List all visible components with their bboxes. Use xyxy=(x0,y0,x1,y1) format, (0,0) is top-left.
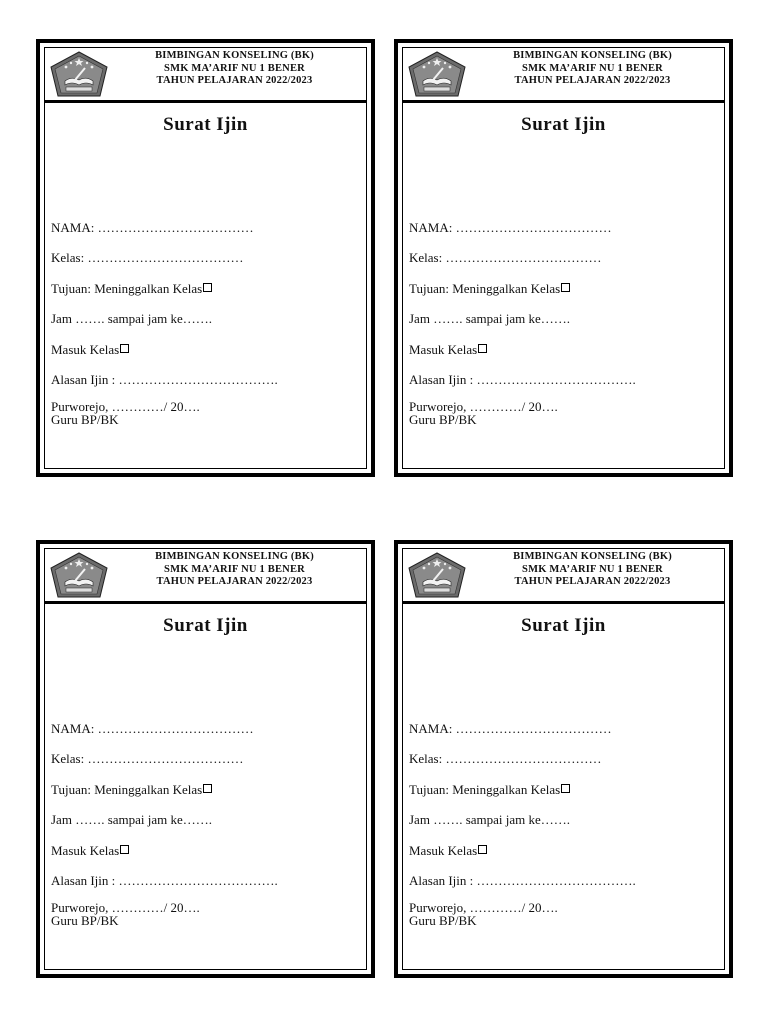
field-kelas: Kelas: ……………………………… xyxy=(409,250,602,265)
field-masuk xyxy=(51,342,129,358)
field-alasan: Alasan Ijin : ………………………………. xyxy=(51,873,278,888)
checkbox-icon xyxy=(478,845,487,854)
permit-card-3 xyxy=(36,540,375,978)
field-nama: NAMA: ……………………………… xyxy=(51,721,254,736)
field-kelas: Kelas: ……………………………… xyxy=(51,751,244,766)
school-emblem-icon xyxy=(407,51,467,97)
header-line-1: BIMBINGAN KONSELING (BK) xyxy=(513,551,672,562)
header-line-2: SMK MA’ARIF NU 1 BENER xyxy=(164,62,305,74)
card-header xyxy=(45,549,366,604)
header-line-1: BIMBINGAN KONSELING (BK) xyxy=(155,50,314,61)
checkbox-icon xyxy=(561,283,570,292)
school-emblem-icon xyxy=(49,51,109,97)
school-emblem-icon xyxy=(407,552,467,598)
checkbox-icon xyxy=(203,784,212,793)
permit-card-1 xyxy=(36,39,375,477)
tujuan-text: Tujuan: Meninggalkan Kelas xyxy=(409,281,561,296)
card-header xyxy=(403,48,724,103)
masuk-text: Masuk Kelas xyxy=(51,342,120,357)
header-line-3: TAHUN PELAJARAN 2022/2023 xyxy=(156,576,313,587)
header-line-1: BIMBINGAN KONSELING (BK) xyxy=(513,50,672,61)
field-masuk xyxy=(51,843,129,859)
masuk-text: Masuk Kelas xyxy=(51,843,120,858)
checkbox-icon xyxy=(561,784,570,793)
field-jam: Jam ……. sampai jam ke……. xyxy=(409,812,571,827)
checkbox-icon xyxy=(120,845,129,854)
field-tujuan xyxy=(409,281,570,297)
field-alasan: Alasan Ijin : ………………………………. xyxy=(51,372,278,387)
place-date: Purworejo, …………/ 20…. xyxy=(409,900,558,915)
header-line-3: TAHUN PELAJARAN 2022/2023 xyxy=(514,75,671,86)
field-jam: Jam ……. sampai jam ke……. xyxy=(51,311,213,326)
signer-title: Guru BP/BK xyxy=(51,913,119,928)
field-kelas: Kelas: ……………………………… xyxy=(409,751,602,766)
field-alasan: Alasan Ijin : ………………………………. xyxy=(409,372,636,387)
signature-block xyxy=(409,400,558,426)
field-tujuan xyxy=(51,281,212,297)
header-line-1: BIMBINGAN KONSELING (BK) xyxy=(155,551,314,562)
card-header xyxy=(45,48,366,103)
signature-block xyxy=(409,901,558,927)
field-nama: NAMA: ……………………………… xyxy=(51,220,254,235)
card-header xyxy=(403,549,724,604)
field-kelas: Kelas: ……………………………… xyxy=(51,250,244,265)
signer-title: Guru BP/BK xyxy=(409,412,477,427)
field-masuk xyxy=(409,843,487,859)
tujuan-text: Tujuan: Meninggalkan Kelas xyxy=(51,281,203,296)
field-jam: Jam ……. sampai jam ke……. xyxy=(409,311,571,326)
masuk-text: Masuk Kelas xyxy=(409,342,478,357)
place-date: Purworejo, …………/ 20…. xyxy=(51,900,200,915)
signer-title: Guru BP/BK xyxy=(409,913,477,928)
form-title: Surat Ijin xyxy=(163,114,248,135)
field-masuk xyxy=(409,342,487,358)
permit-card-4 xyxy=(394,540,733,978)
permit-card-2 xyxy=(394,39,733,477)
place-date: Purworejo, …………/ 20…. xyxy=(51,399,200,414)
header-line-3: TAHUN PELAJARAN 2022/2023 xyxy=(156,75,313,86)
checkbox-icon xyxy=(478,344,487,353)
header-line-2: SMK MA’ARIF NU 1 BENER xyxy=(522,563,663,575)
form-title: Surat Ijin xyxy=(521,615,606,636)
tujuan-text: Tujuan: Meninggalkan Kelas xyxy=(409,782,561,797)
field-nama: NAMA: ……………………………… xyxy=(409,220,612,235)
header-line-2: SMK MA’ARIF NU 1 BENER xyxy=(522,62,663,74)
header-line-2: SMK MA’ARIF NU 1 BENER xyxy=(164,563,305,575)
masuk-text: Masuk Kelas xyxy=(409,843,478,858)
field-tujuan xyxy=(409,782,570,798)
signature-block xyxy=(51,901,200,927)
school-emblem-icon xyxy=(49,552,109,598)
signature-block xyxy=(51,400,200,426)
place-date: Purworejo, …………/ 20…. xyxy=(409,399,558,414)
checkbox-icon xyxy=(120,344,129,353)
field-tujuan xyxy=(51,782,212,798)
signer-title: Guru BP/BK xyxy=(51,412,119,427)
field-alasan: Alasan Ijin : ………………………………. xyxy=(409,873,636,888)
checkbox-icon xyxy=(203,283,212,292)
header-line-3: TAHUN PELAJARAN 2022/2023 xyxy=(514,576,671,587)
form-title: Surat Ijin xyxy=(521,114,606,135)
form-title: Surat Ijin xyxy=(163,615,248,636)
tujuan-text: Tujuan: Meninggalkan Kelas xyxy=(51,782,203,797)
field-nama: NAMA: ……………………………… xyxy=(409,721,612,736)
field-jam: Jam ……. sampai jam ke……. xyxy=(51,812,213,827)
